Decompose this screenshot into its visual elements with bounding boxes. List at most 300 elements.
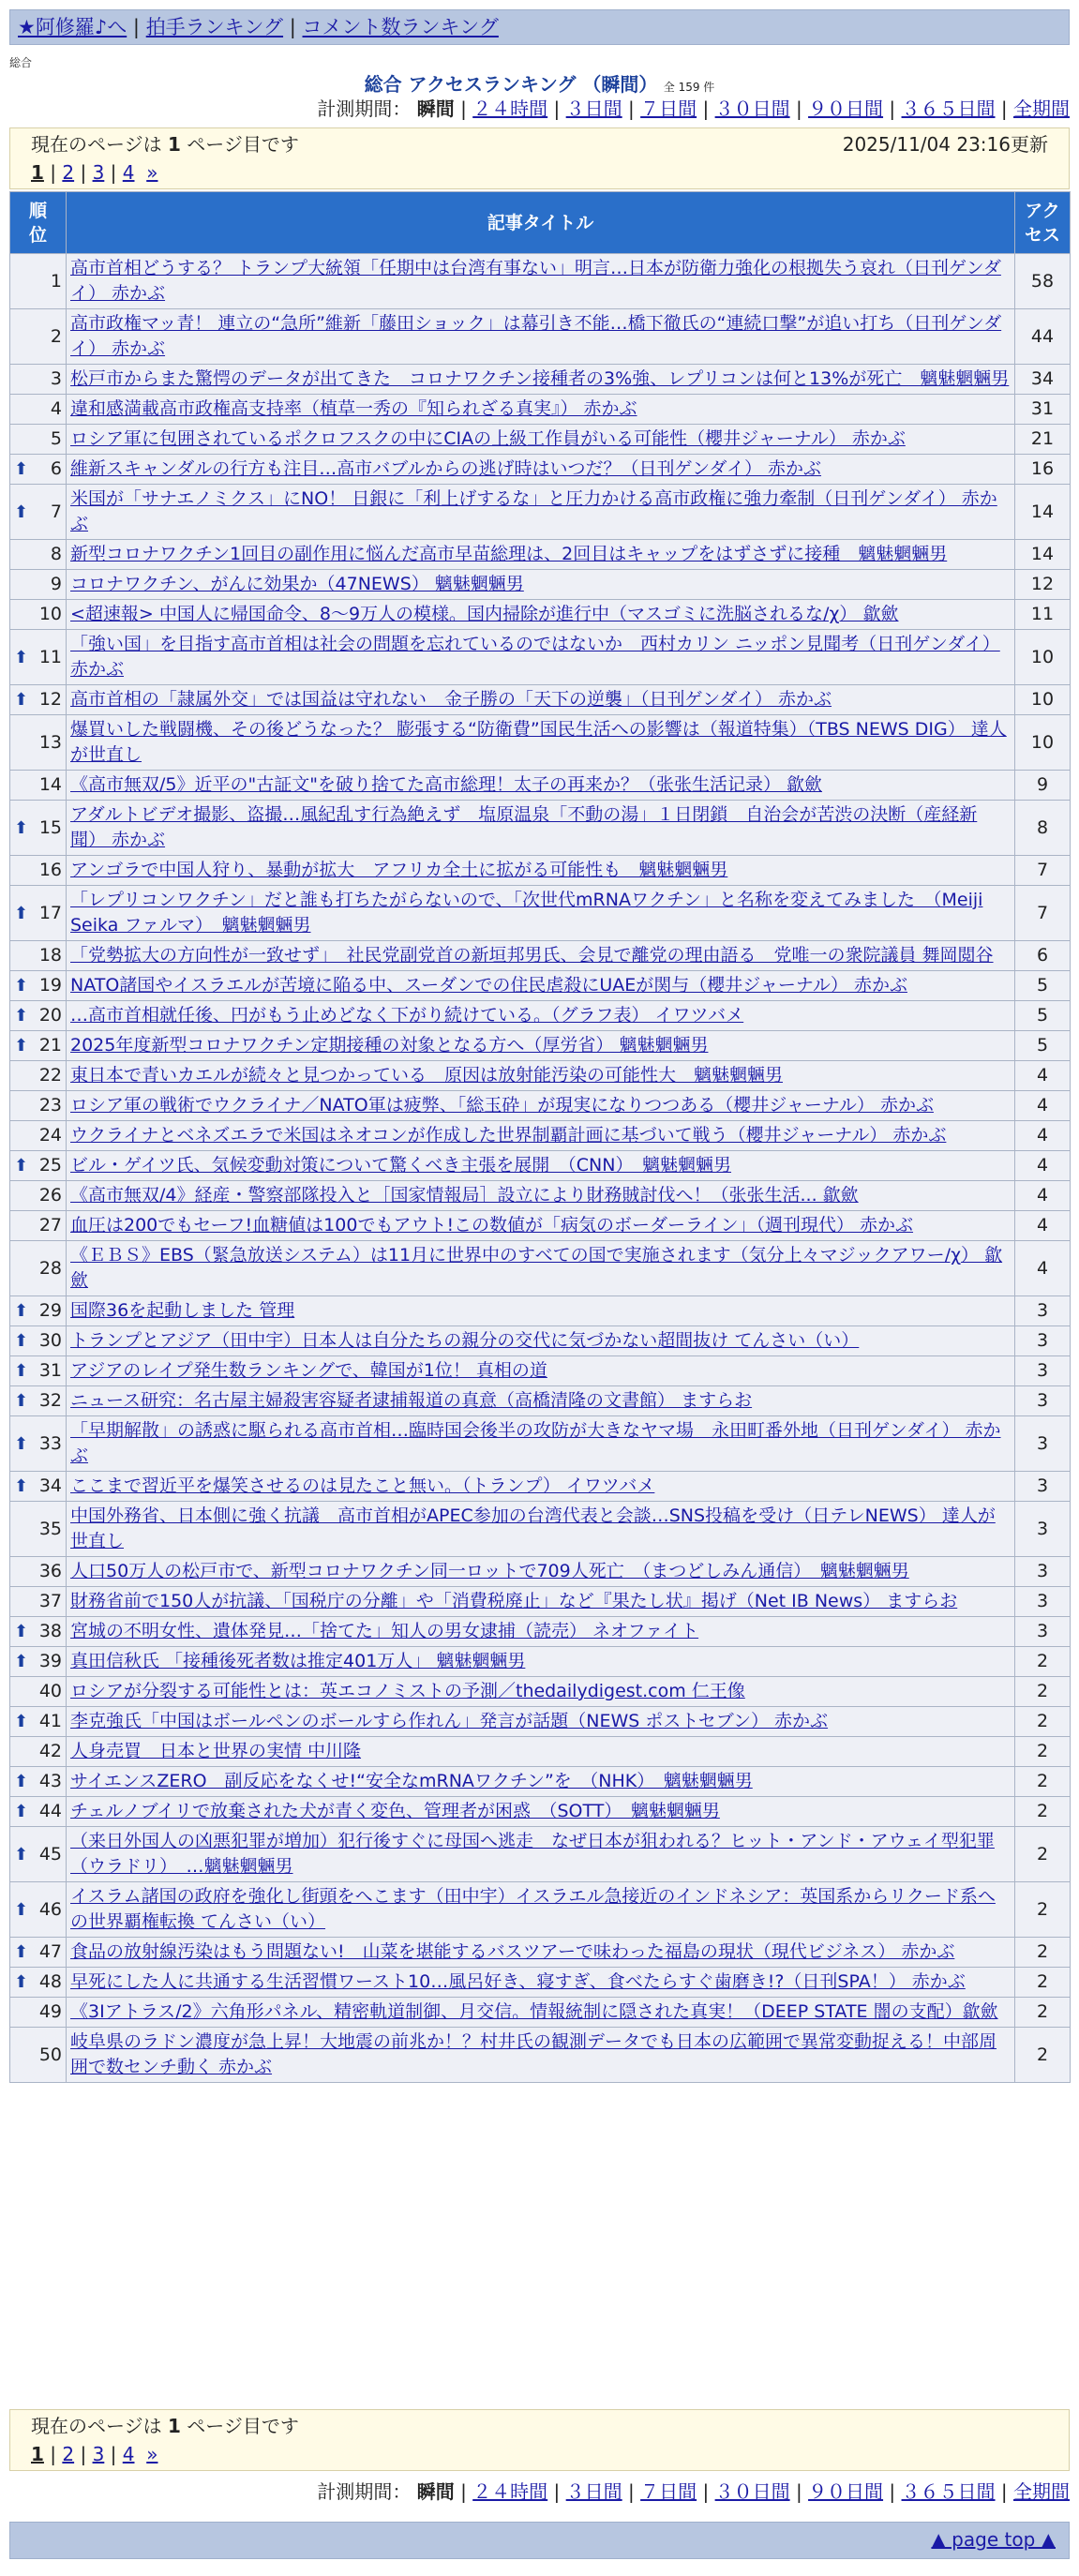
table-row xyxy=(10,1211,1071,1241)
article-title-link[interactable]: 《高市無双/5》近平の"古証文"を破り捨てた高市総理！太子の再来か？（张张生活记录） 歙歛 xyxy=(70,774,823,795)
title-cell xyxy=(67,1647,1015,1677)
rank-cell xyxy=(10,365,67,395)
access-count: 34 xyxy=(1015,365,1071,395)
table-row xyxy=(10,2028,1071,2083)
rank-cell xyxy=(10,1296,67,1326)
access-count: 4 xyxy=(1015,1151,1071,1181)
title-cell xyxy=(67,1356,1015,1386)
article-title-link[interactable]: 米国が「サナエノミクス」にNO！ 日銀に「利上げするな」と圧力かける高市政権に強力牽制（日刊ゲンダイ） 赤かぶ xyxy=(70,488,997,534)
nav-separator: | xyxy=(132,16,140,38)
rank-number: 27 xyxy=(38,1215,62,1236)
rank-number: 46 xyxy=(38,1898,62,1920)
title-cell xyxy=(67,1296,1015,1326)
article-title-link[interactable]: ロシアが分裂する可能性とは：英エコノミストの予測／thedailydigest.com 仁王像 xyxy=(70,1681,745,1701)
rank-cell xyxy=(10,1707,67,1737)
title-cell xyxy=(67,1151,1015,1181)
table-row xyxy=(10,801,1071,856)
access-count: 9 xyxy=(1015,771,1071,801)
page-link-2[interactable]: 2 xyxy=(62,2443,75,2465)
rank-up-arrow-icon: ⬆ xyxy=(14,647,29,667)
title-cell xyxy=(67,685,1015,715)
title-cell xyxy=(67,1557,1015,1587)
table-row xyxy=(10,1151,1071,1181)
rank-number: 48 xyxy=(38,1971,62,1992)
title-cell xyxy=(67,1091,1015,1121)
rank-number: 29 xyxy=(38,1300,62,1321)
article-title-link[interactable]: アダルトビデオ撮影、盗撮…風紀乱す行為絶えず 塩原温泉「不動の湯」１日閉鎖 自治会が苦渋の決断（産経新聞） 赤かぶ xyxy=(70,804,978,850)
rank-number: 41 xyxy=(38,1711,62,1731)
rank-cell xyxy=(10,856,67,886)
title-cell xyxy=(67,1998,1015,2028)
table-row xyxy=(10,540,1071,570)
header-access: アクセス xyxy=(1015,192,1071,254)
rank-cell xyxy=(10,971,67,1001)
article-title-link[interactable]: …高市首相就任後、円がもう止めどなく下がり続けている。（グラフ表） イワツバメ xyxy=(70,1005,744,1026)
rank-cell xyxy=(10,1882,67,1938)
article-title-link[interactable]: ロシア軍に包囲されているポクロフスクの中にCIAの上級工作員がいる可能性（櫻井ジャーナル） 赤かぶ xyxy=(70,428,906,449)
pagination: 1 | 2 | 3 | 4 » xyxy=(31,161,158,184)
article-title-link[interactable]: 宮城の不明女性、遺体発見…「捨てた」知人の男女逮捕（読売） ネオファイト xyxy=(70,1621,699,1641)
next-page-link[interactable]: » xyxy=(146,161,158,184)
article-title-link[interactable]: 国際36を起動しました 管理 xyxy=(70,1300,295,1321)
access-count: 10 xyxy=(1015,630,1071,685)
period-link-90d[interactable]: ９０日間 xyxy=(808,2480,884,2503)
rank-cell xyxy=(10,485,67,540)
rank-number: 49 xyxy=(38,2001,62,2022)
table-header-row xyxy=(10,192,1071,254)
table-row xyxy=(10,1061,1071,1091)
table-row xyxy=(10,1031,1071,1061)
rank-cell xyxy=(10,1326,67,1356)
article-title-link[interactable]: 違和感満載高市政権高支持率（植草一秀の『知られざる真実』） 赤かぶ xyxy=(70,398,637,419)
rank-cell xyxy=(10,1827,67,1882)
article-title-link[interactable]: 真田信秋氏 「接種後死者数は推定401万人」 魑魅魍魎男 xyxy=(70,1651,526,1671)
rank-number: 39 xyxy=(38,1651,62,1671)
article-title-link[interactable]: 爆買いした戦闘機、その後どうなった？ 膨張する“防衛費”国民生活への影響は（報道特集）（TBS NEWS DIG） 達人が世直し xyxy=(70,719,1007,765)
table-row xyxy=(10,1827,1071,1882)
article-title-link[interactable]: ニュース研究：名古屋主婦殺害容疑者逮捕報道の真意（高橋清隆の文書館） ますらお xyxy=(70,1390,753,1411)
article-title-link[interactable]: イスラム諸国の政府を強化し街頭をへこます（田中宇）イスラエル急接近のインドネシア：英国系からリクード系への世界覇権転換 てんさい（い） xyxy=(70,1886,996,1932)
rank-number: 9 xyxy=(50,574,62,594)
title-cell xyxy=(67,1001,1015,1031)
table-row xyxy=(10,365,1071,395)
rank-number: 37 xyxy=(38,1591,62,1611)
article-title-link[interactable]: 李克強氏「中国はボールペンのボールすら作れん」発言が話題（NEWS ポストセブン） 赤かぶ xyxy=(70,1711,829,1731)
rank-cell xyxy=(10,1737,67,1767)
access-count: 2 xyxy=(1015,1998,1071,2028)
rank-cell xyxy=(10,801,67,856)
title-cell xyxy=(67,600,1015,630)
rank-cell xyxy=(10,570,67,600)
access-count: 3 xyxy=(1015,1326,1071,1356)
period-link-365d[interactable]: ３６５日間 xyxy=(901,97,996,120)
article-title-link[interactable]: サイエンスZERO 副反応をなくせ!“安全なmRNAワクチン”を （NHK） 魑魅魍魎男 xyxy=(70,1771,753,1791)
access-count: 8 xyxy=(1015,801,1071,856)
rank-up-arrow-icon: ⬆ xyxy=(14,1712,29,1731)
rank-cell xyxy=(10,1001,67,1031)
rank-up-arrow-icon: ⬆ xyxy=(14,1433,29,1454)
rank-up-arrow-icon: ⬆ xyxy=(14,502,29,522)
rank-number: 4 xyxy=(50,398,62,419)
period-current: 瞬間 xyxy=(416,2480,455,2503)
article-title-link[interactable]: 維新スキャンダルの行方も注目…高市バブルからの逃げ時はいつだ？（日刊ゲンダイ） 赤かぶ xyxy=(70,458,822,479)
page-info-top xyxy=(9,127,1070,189)
table-row xyxy=(10,600,1071,630)
rank-number: 38 xyxy=(38,1621,62,1641)
title-cell xyxy=(67,455,1015,485)
table-row xyxy=(10,1416,1071,1472)
rank-number: 22 xyxy=(38,1065,62,1086)
rank-number: 36 xyxy=(38,1561,62,1581)
title-cell xyxy=(67,1061,1015,1091)
rank-number: 5 xyxy=(50,428,62,449)
rank-cell xyxy=(10,2028,67,2083)
rank-up-arrow-icon: ⬆ xyxy=(14,690,29,710)
period-selector-top: 計測期間： 瞬間 | ２４時間 | ３日間 | ７日間 | ３０日間 | ９０日間 | ３６５日間 | 全期間 xyxy=(317,97,1070,120)
period-link-365d[interactable]: ３６５日間 xyxy=(901,2480,996,2503)
table-row xyxy=(10,1386,1071,1416)
rank-number: 14 xyxy=(38,774,62,795)
title-cell xyxy=(67,1767,1015,1797)
nav-link-comment-ranking[interactable]: コメント数ランキング xyxy=(302,16,499,38)
period-link-30d[interactable]: ３０日間 xyxy=(714,97,790,120)
rank-up-arrow-icon: ⬆ xyxy=(14,1036,29,1056)
rank-up-arrow-icon: ⬆ xyxy=(14,1772,29,1791)
table-row xyxy=(10,1001,1071,1031)
rank-cell xyxy=(10,425,67,455)
rank-cell xyxy=(10,1121,67,1151)
article-title-link[interactable]: <超速報> 中国人に帰国命令、8～9万人の模様。国内掃除が進行中（マスゴミに洗脳されるな/χ） 歙歛 xyxy=(70,604,899,624)
nav-link-home[interactable]: ★阿修羅♪へ xyxy=(18,16,127,38)
access-count: 2 xyxy=(1015,1827,1071,1882)
title-cell xyxy=(67,2028,1015,2083)
rank-up-arrow-icon: ⬆ xyxy=(14,1156,29,1176)
table-row xyxy=(10,570,1071,600)
footer-bar xyxy=(9,2522,1070,2559)
rank-up-arrow-icon: ⬆ xyxy=(14,1301,29,1321)
title-cell xyxy=(67,1241,1015,1296)
rank-cell xyxy=(10,771,67,801)
page-link-4[interactable]: 4 xyxy=(122,161,135,184)
access-count: 2 xyxy=(1015,1797,1071,1827)
title-cell xyxy=(67,254,1015,309)
table-row xyxy=(10,715,1071,771)
rank-up-arrow-icon: ⬆ xyxy=(14,1622,29,1641)
page-link-4[interactable]: 4 xyxy=(122,2443,135,2465)
title-cell xyxy=(67,886,1015,941)
article-title-link[interactable]: 《高市無双/4》経産・警察部隊投入と［国家情報局］設立により財務賊討伐へ！（张张生活... 歙歛 xyxy=(70,1185,859,1206)
access-count: 3 xyxy=(1015,1617,1071,1647)
table-row xyxy=(10,254,1071,309)
access-count: 3 xyxy=(1015,1356,1071,1386)
rank-number: 42 xyxy=(38,1741,62,1761)
access-count: 4 xyxy=(1015,1181,1071,1211)
rank-number: 25 xyxy=(38,1155,62,1176)
access-count: 7 xyxy=(1015,856,1071,886)
article-title-link[interactable]: アジアのレイプ発生数ランキングで、韓国が1位！ 真相の道 xyxy=(70,1360,547,1381)
period-link-24h[interactable]: ２４時間 xyxy=(472,2480,548,2503)
table-row xyxy=(10,1647,1071,1677)
rank-number: 11 xyxy=(38,646,62,667)
period-link-all[interactable]: 全期間 xyxy=(1013,2480,1070,2503)
rank-number: 1 xyxy=(50,270,62,292)
article-title-link[interactable]: 早死にした人に共通する生活習慣ワースト10…風呂好き、寝すぎ、食べたらすぐ歯磨き!?（日刊SPA！） 赤かぶ xyxy=(70,1971,966,1992)
article-title-link[interactable]: 《3Iアトラス/2》六角形パネル、精密軌道制御、月交信。情報統制に隠された真実！（DEEP STATE 闇の支配）歙歛 xyxy=(70,2001,998,2022)
rank-number: 12 xyxy=(38,689,62,710)
access-count: 11 xyxy=(1015,600,1071,630)
access-count: 2 xyxy=(1015,1647,1071,1677)
page-link-1[interactable]: 1 xyxy=(31,161,44,184)
rank-cell xyxy=(10,715,67,771)
article-title-link[interactable]: 「強い国」を目指す高市首相は社会の問題を忘れているのではないか 西村カリン ニッポン見聞考（日刊ゲンダイ） 赤かぶ xyxy=(70,634,1000,680)
article-title-link[interactable]: 財務省前で150人が抗議、「国税庁の分離」や「消費税廃止」など『果たし状』掲げ（Net IB News） ますらお xyxy=(70,1591,958,1611)
rank-up-arrow-icon: ⬆ xyxy=(14,1361,29,1381)
rank-up-arrow-icon: ⬆ xyxy=(14,1844,29,1865)
access-count: 2 xyxy=(1015,1968,1071,1998)
rank-number: 19 xyxy=(38,975,62,996)
pagination: 1 | 2 | 3 | 4 » xyxy=(31,2443,158,2465)
table-row xyxy=(10,886,1071,941)
access-count: 16 xyxy=(1015,455,1071,485)
title-cell xyxy=(67,1211,1015,1241)
rank-number: 23 xyxy=(38,1095,62,1116)
rank-number: 50 xyxy=(38,2044,62,2065)
page-link-1[interactable]: 1 xyxy=(31,2443,44,2465)
rank-cell xyxy=(10,1968,67,1998)
rank-number: 10 xyxy=(38,604,62,624)
article-title-link[interactable]: ロシア軍の戦術でウクライナ／NATO軍は疲弊、「総玉砕」が現実になりつつある（櫻井ジャーナル） 赤かぶ xyxy=(70,1095,934,1116)
title-cell xyxy=(67,801,1015,856)
table-row xyxy=(10,1241,1071,1296)
article-title-link[interactable]: トランプとアジア（田中宇）日本人は自分たちの親分の交代に気づかない超間抜け てんさい（い） xyxy=(70,1330,860,1351)
article-title-link[interactable]: 松戸市からまた驚愕のデータが出てきた コロナワクチン接種者の3%強、レプリコンは何と13%が死亡 魑魅魍魎男 xyxy=(70,368,1010,389)
title-cell xyxy=(67,1386,1015,1416)
page-link-3[interactable]: 3 xyxy=(92,2443,105,2465)
rank-cell xyxy=(10,1587,67,1617)
rank-number: 43 xyxy=(38,1771,62,1791)
rank-cell xyxy=(10,1938,67,1968)
header-rank: 順位 xyxy=(10,192,67,254)
table-row xyxy=(10,455,1071,485)
rank-up-arrow-icon: ⬆ xyxy=(14,1391,29,1411)
period-link-all[interactable]: 全期間 xyxy=(1013,97,1070,120)
rank-number: 24 xyxy=(38,1125,62,1146)
table-row xyxy=(10,1938,1071,1968)
page-link-3[interactable]: 3 xyxy=(92,161,105,184)
title-cell xyxy=(67,1587,1015,1617)
page-link-2[interactable]: 2 xyxy=(62,161,75,184)
nav-separator: | xyxy=(289,16,296,38)
table-row xyxy=(10,1797,1071,1827)
article-title-link[interactable]: アンゴラで中国人狩り、暴動が拡大 アフリカ全土に拡がる可能性も 魑魅魍魎男 xyxy=(70,860,728,880)
rank-cell xyxy=(10,941,67,971)
rank-cell xyxy=(10,1502,67,1557)
article-title-link[interactable]: 「レプリコンワクチン」だと誰も打ちたがらないので、「次世代mRNAワクチン」と名称を変えてみました （Meiji Seika ファルマ） 魑魅魍魎男 xyxy=(70,890,983,936)
table-row xyxy=(10,1998,1071,2028)
article-title-link[interactable]: NATO諸国やイスラエルが苦境に陥る中、スーダンでの住民虐殺にUAEが関与（櫻井ジャーナル） 赤かぶ xyxy=(70,975,907,996)
article-title-link[interactable]: 新型コロナワクチン1回目の副作用に悩んだ高市早苗総理は、2回目はキャップをはずさずに接種 魑魅魍魎男 xyxy=(70,544,948,564)
article-title-link[interactable]: 人口50万人の松戸市で、新型コロナワクチン同一ロットで709人死亡 （まつどしみん通信） 魑魅魍魎男 xyxy=(70,1561,909,1581)
article-title-link[interactable]: ここまで習近平を爆笑させるのは見たこと無い。（トランプ） イワツバメ xyxy=(70,1475,655,1496)
access-count: 2 xyxy=(1015,1677,1071,1707)
rank-number: 7 xyxy=(50,501,62,522)
access-count: 2 xyxy=(1015,1767,1071,1797)
article-title-link[interactable]: 高市首相の「隷属外交」では国益は守れない 金子勝の「天下の逆襲」（日刊ゲンダイ） 赤かぶ xyxy=(70,689,832,710)
article-title-link[interactable]: ビル・ゲイツ氏、気候変動対策について驚くべき主張を展開 （CNN） 魑魅魍魎男 xyxy=(70,1155,731,1176)
article-title-link[interactable]: 2025年度新型コロナワクチン定期接種の対象となる方へ（厚労省） 魑魅魍魎男 xyxy=(70,1035,709,1056)
rank-cell xyxy=(10,1617,67,1647)
period-link-24h[interactable]: ２４時間 xyxy=(472,97,548,120)
rank-cell xyxy=(10,1151,67,1181)
table-row xyxy=(10,941,1071,971)
period-link-90d[interactable]: ９０日間 xyxy=(808,97,884,120)
updated-timestamp: 2025/11/04 23:16更新 xyxy=(842,133,1048,156)
title-cell xyxy=(67,365,1015,395)
table-row xyxy=(10,1707,1071,1737)
nav-link-applause-ranking[interactable]: 拍手ランキング xyxy=(145,16,284,38)
rank-up-arrow-icon: ⬆ xyxy=(14,1331,29,1351)
access-count: 14 xyxy=(1015,540,1071,570)
rank-cell xyxy=(10,1998,67,2028)
rank-cell xyxy=(10,1181,67,1211)
rank-number: 8 xyxy=(50,544,62,564)
rank-number: 45 xyxy=(38,1843,62,1865)
article-title-link[interactable]: 岐阜県のラドン濃度が急上昇！大地震の前兆か！？村井氏の観測データでも日本の広範囲で異常変動捉える！中部周囲で数センチ動く 赤かぶ xyxy=(70,2031,997,2077)
rank-cell xyxy=(10,1472,67,1502)
access-count: 2 xyxy=(1015,1882,1071,1938)
table-row xyxy=(10,630,1071,685)
rank-cell xyxy=(10,1356,67,1386)
article-title-link[interactable]: 「党勢拡大の方向性が一致せず」 社民党副党首の新垣邦男氏、会見で離党の理由語る 党唯一の衆院議員 舞岡閲谷 xyxy=(70,945,994,966)
rank-number: 3 xyxy=(50,368,62,389)
rank-cell xyxy=(10,630,67,685)
title-cell xyxy=(67,1502,1015,1557)
rank-up-arrow-icon: ⬆ xyxy=(14,1476,29,1496)
article-title-link[interactable]: 東日本で青いカエルが続々と見つかっている 原因は放射能汚染の可能性大 魑魅魍魎男 xyxy=(70,1065,784,1086)
rank-number: 30 xyxy=(38,1330,62,1351)
period-link-3d[interactable]: ３日間 xyxy=(565,2480,622,2503)
article-title-link[interactable]: 血圧は200でもセーフ!血糖値は100でもアウト!この数値が「病気のボーダーライン」（週刊現代） 赤かぶ xyxy=(70,1215,914,1236)
rank-up-arrow-icon: ⬆ xyxy=(14,817,29,838)
title-cell xyxy=(67,771,1015,801)
rank-cell xyxy=(10,1647,67,1677)
table-row xyxy=(10,971,1071,1001)
article-title-link[interactable]: 高市政権マッ青！ 連立の“急所”維新「藤田ショック」は幕引き不能…橋下徹氏の“連続口撃”が追い打ち（日刊ゲンダイ） 赤かぶ xyxy=(70,313,1002,359)
table-row xyxy=(10,1677,1071,1707)
rank-cell xyxy=(10,309,67,365)
period-link-3d[interactable]: ３日間 xyxy=(565,97,622,120)
table-row xyxy=(10,1296,1071,1326)
title-cell xyxy=(67,1181,1015,1211)
access-count: 4 xyxy=(1015,1241,1071,1296)
table-row xyxy=(10,1587,1071,1617)
current-page-text: 現在のページは 1 ページ目です xyxy=(31,133,299,156)
access-count: 12 xyxy=(1015,570,1071,600)
next-page-link[interactable]: » xyxy=(146,2443,158,2465)
rank-cell xyxy=(10,1677,67,1707)
rank-cell xyxy=(10,540,67,570)
rank-number: 34 xyxy=(38,1475,62,1496)
article-title-link[interactable]: ウクライナとベネズエラで米国はネオコンが作成した世界制覇計画に基づいて戦う（櫻井ジャーナル） 赤かぶ xyxy=(70,1125,947,1146)
page-title: 総合 アクセスランキング （瞬間） xyxy=(364,73,658,96)
rank-number: 20 xyxy=(38,1005,62,1026)
article-title-link[interactable]: 人身売買 日本と世界の実情 中川隆 xyxy=(70,1741,362,1761)
table-row xyxy=(10,1326,1071,1356)
category-label: 総合 xyxy=(9,56,33,69)
access-count: 3 xyxy=(1015,1386,1071,1416)
title-cell xyxy=(67,540,1015,570)
table-row xyxy=(10,771,1071,801)
article-title-link[interactable]: チェルノブイリで放棄された犬が青く変色、管理者が困惑 （SOTT） 魑魅魍魎男 xyxy=(70,1801,720,1821)
access-count: 5 xyxy=(1015,1031,1071,1061)
page-top-link[interactable]: ▲ page top ▲ xyxy=(931,2528,1056,2551)
title-cell xyxy=(67,630,1015,685)
title-cell xyxy=(67,971,1015,1001)
access-count: 14 xyxy=(1015,485,1071,540)
rank-cell xyxy=(10,254,67,309)
rank-number: 31 xyxy=(38,1360,62,1381)
table-row xyxy=(10,1356,1071,1386)
article-title-link[interactable]: コロナワクチン、がんに効果か（47NEWS） 魑魅魍魎男 xyxy=(70,574,524,594)
rank-cell xyxy=(10,395,67,425)
rank-up-arrow-icon: ⬆ xyxy=(14,976,29,996)
article-title-link[interactable]: 中国外務省、日本側に強く抗議 高市首相がAPEC参加の台湾代表と会談…SNS投稿を受け（日テレNEWS） 達人が世直し xyxy=(70,1505,996,1551)
title-cell xyxy=(67,395,1015,425)
access-count: 2 xyxy=(1015,1938,1071,1968)
period-link-7d[interactable]: ７日間 xyxy=(640,2480,697,2503)
table-row xyxy=(10,1121,1071,1151)
access-count: 7 xyxy=(1015,886,1071,941)
access-count: 4 xyxy=(1015,1091,1071,1121)
top-navigation-bar xyxy=(9,9,1070,45)
rank-cell xyxy=(10,1241,67,1296)
article-title-link[interactable]: 食品の放射線汚染はもう問題ない! 山菜を堪能するバスツアーで味わった福島の現状（現代ビジネス） 赤かぶ xyxy=(70,1941,955,1962)
title-cell xyxy=(67,1827,1015,1882)
article-title-link[interactable]: 「早期解散」の誘惑に駆られる高市首相…臨時国会後半の攻防が大きなヤマ場 永田町番外地（日刊ゲンダイ） 赤かぶ xyxy=(70,1420,1001,1466)
ranking-table-body xyxy=(10,254,1071,2083)
rank-number: 33 xyxy=(38,1432,62,1454)
table-row xyxy=(10,1767,1071,1797)
article-title-link[interactable]: 《ＥＢＳ》EBS（緊急放送システム）は11月に世界中のすべての国で実施されます（気分上々マジックアワー/χ） 歙歛 xyxy=(70,1245,1003,1291)
access-count: 3 xyxy=(1015,1416,1071,1472)
ranking-table xyxy=(9,191,1071,2083)
period-selector-bottom: 計測期間： 瞬間 | ２４時間 | ３日間 | ７日間 | ３０日間 | ９０日間 | ３６５日間 | 全期間 xyxy=(317,2480,1070,2503)
title-cell xyxy=(67,1416,1015,1472)
access-count: 5 xyxy=(1015,1001,1071,1031)
title-cell xyxy=(67,1968,1015,1998)
page-heading xyxy=(0,69,1079,97)
article-title-link[interactable]: 高市首相どうする？ トランプ大統領「任期中は台湾有事ない」明言…日本が防衛力強化の根拠失う哀れ（日刊ゲンダイ） 赤かぶ xyxy=(70,258,1001,304)
table-row xyxy=(10,1502,1071,1557)
table-row xyxy=(10,1737,1071,1767)
table-row xyxy=(10,485,1071,540)
access-count: 3 xyxy=(1015,1472,1071,1502)
access-count: 3 xyxy=(1015,1502,1071,1557)
rank-cell xyxy=(10,1797,67,1827)
title-cell xyxy=(67,1677,1015,1707)
period-label: 計測期間： xyxy=(317,2480,412,2503)
rank-up-arrow-icon: ⬆ xyxy=(14,1972,29,1992)
article-title-link[interactable]: （来日外国人の凶悪犯罪が増加）犯行後すぐに母国へ逃走 なぜ日本が狙われる？ヒット・アンド・アウェイ型犯罪（ウラドリ） …魑魅魍魎男 xyxy=(70,1831,995,1877)
title-cell xyxy=(67,485,1015,540)
title-cell xyxy=(67,1617,1015,1647)
table-row xyxy=(10,425,1071,455)
table-row xyxy=(10,395,1071,425)
period-link-7d[interactable]: ７日間 xyxy=(640,97,697,120)
rank-number: 17 xyxy=(38,902,62,923)
period-link-30d[interactable]: ３０日間 xyxy=(714,2480,790,2503)
rank-number: 40 xyxy=(38,1681,62,1701)
